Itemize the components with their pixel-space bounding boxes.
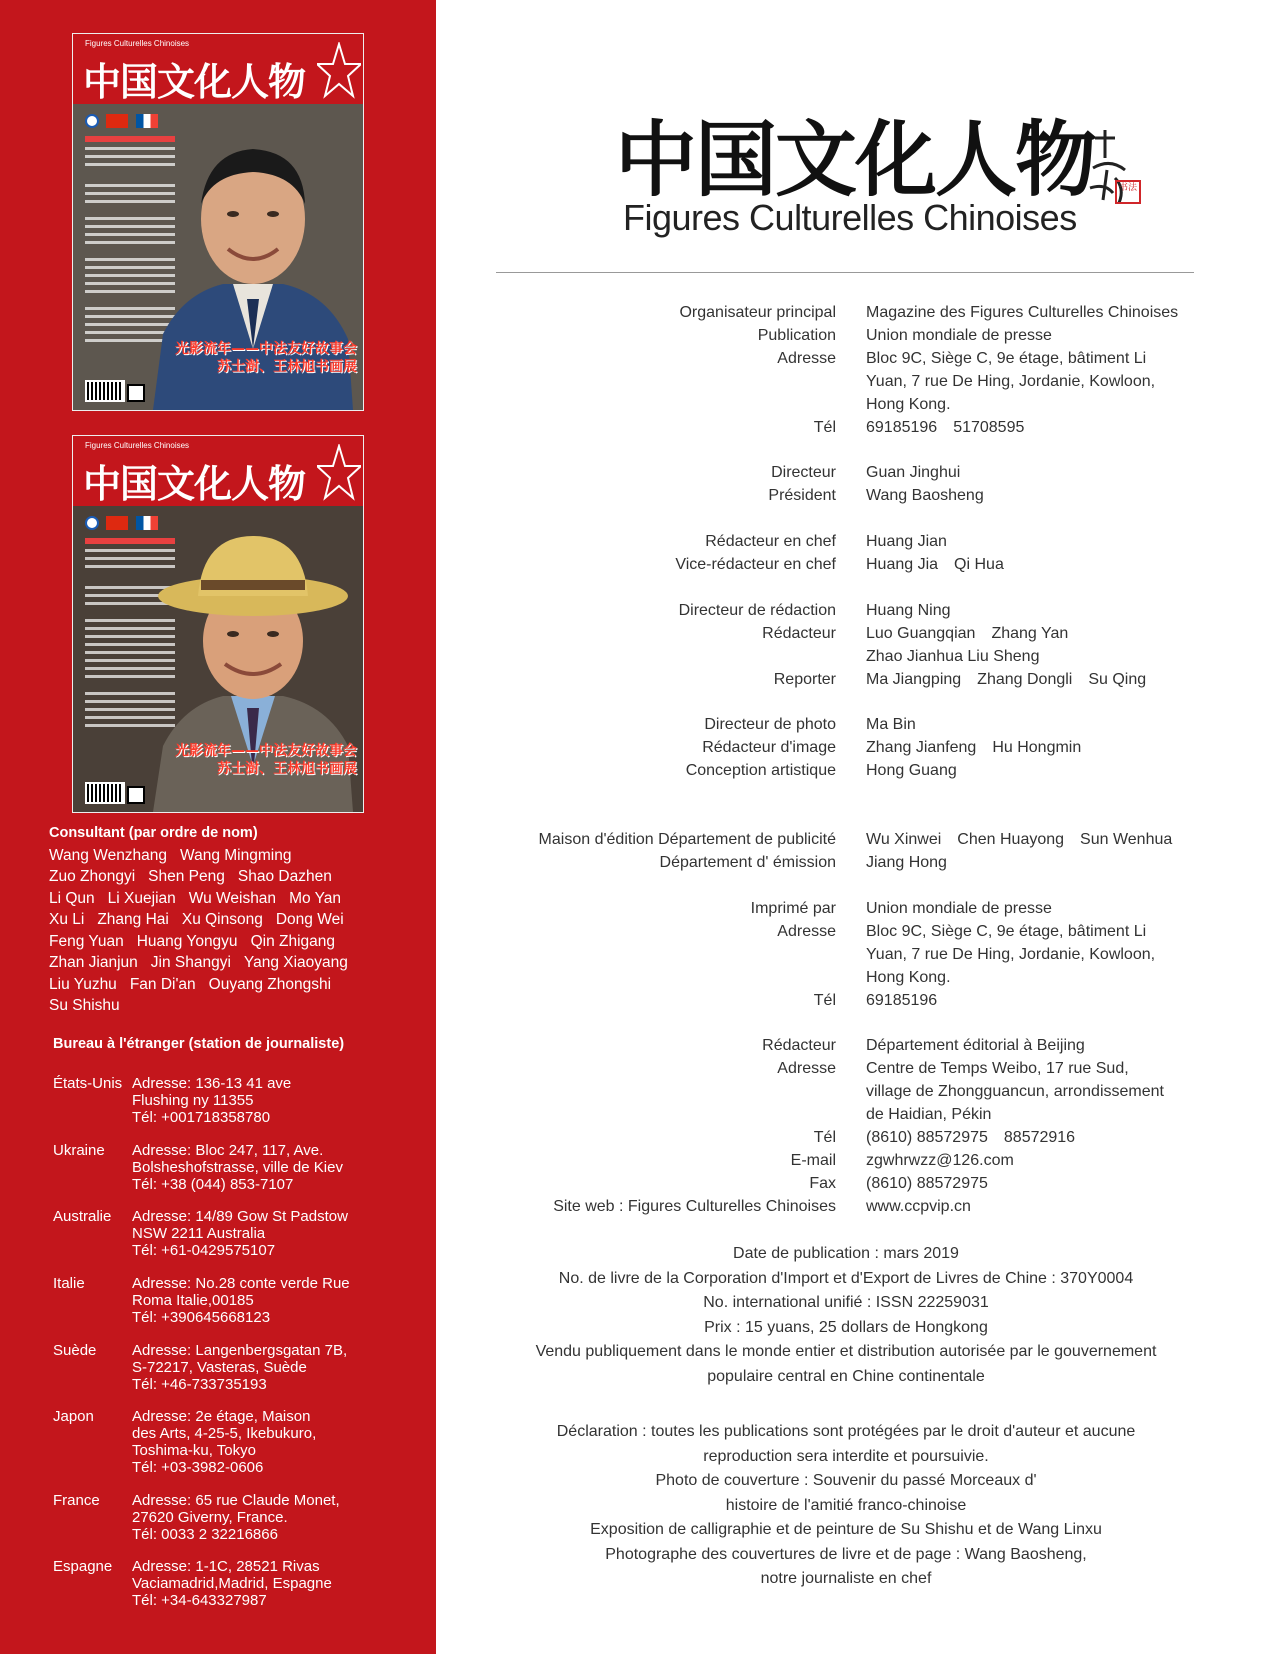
consultant-name: Zhang Hai (97, 911, 169, 928)
credit-label: Site web : Figures Culturelles Chinoises (553, 1198, 836, 1215)
credit-name: Huang Ning (866, 602, 951, 619)
credit-value-continued: Hong Kong. (866, 396, 951, 413)
credit-label: Conception artistique (685, 762, 836, 779)
credit-name: Zhang Yan (991, 625, 1069, 642)
magazine-cover-2[interactable] (72, 435, 364, 813)
credit-name: Huang Jian (866, 533, 947, 550)
magazine-cover-1[interactable] (72, 33, 364, 411)
france-flag-icon (136, 516, 158, 530)
credit-name: Sun Wenhua (1080, 831, 1173, 848)
consultant-name: Dong Wei (275, 911, 344, 928)
credit-name: Département éditorial à Beijing (866, 1037, 1085, 1054)
credit-label: Rédacteur (762, 625, 836, 642)
qr-code-icon (127, 384, 145, 402)
bureau-line: S-72217, Vasteras, Suède (132, 1359, 307, 1376)
credit-value (866, 1195, 987, 1218)
bureau-line: Tél: +46-733735193 (132, 1376, 267, 1393)
consultant-name: Jin Shangyi (150, 954, 231, 971)
credit-label: Président (768, 487, 836, 504)
credit-value-continued: Yuan, 7 rue De Hing, Jordanie, Kowloon, (866, 946, 1156, 963)
cover-masthead (73, 436, 363, 506)
declaration-line: reproduction sera interdite et poursuivie. (703, 1447, 989, 1465)
consultant-name: Wu Weishan (188, 889, 277, 907)
credit-label: Publication (757, 327, 836, 344)
credit-name: Magazine des Figures Culturelles Chinoises (866, 304, 1179, 321)
bureau-line: 27620 Giverny, France. (132, 1509, 288, 1526)
credit-name: Zhang Dongli (977, 671, 1073, 688)
consultant-row (49, 845, 389, 867)
bureau-country: Suède (53, 1342, 97, 1359)
bureau-details (132, 1075, 383, 1126)
consultant-name: Qin Zhigang (250, 932, 336, 950)
credit-value (866, 1126, 1091, 1149)
declaration-line: Exposition de calligraphie et de peinture de Su Shishu et de Wang Linxu (590, 1521, 1102, 1538)
credit-label: Imprimé par (750, 900, 836, 917)
credit-label: Reporter (773, 671, 836, 688)
bureau-country: Ukraine (53, 1142, 105, 1159)
credit-name: Wu Xinwei (866, 831, 942, 848)
china-flag-icon (106, 114, 128, 128)
credit-value (866, 1034, 1101, 1057)
cover-masthead (73, 34, 363, 104)
publication-line: Date de publication : mars 2019 (733, 1245, 959, 1262)
credit-name: Centre de Temps Weibo, 17 rue Sud, (866, 1060, 1129, 1077)
consultant-row (49, 931, 389, 953)
consultant-row (49, 866, 389, 888)
bureau-line: Adresse: Bloc 247, 117, Ave. (132, 1142, 324, 1159)
header-divider (496, 272, 1194, 273)
credit-value (866, 828, 1188, 851)
credit-name: 88572916 (1003, 1129, 1076, 1146)
credit-label: Tél (813, 992, 836, 1009)
credit-value-continued: de Haidian, Pékin (866, 1106, 992, 1123)
credit-value (866, 324, 1068, 347)
consultant-name: Xu Li (49, 911, 85, 928)
declaration-line: histoire de l'amitié franco-chinoise (725, 1496, 967, 1514)
consultant-name: Huang Yongyu (136, 932, 238, 950)
cover-photo (73, 104, 363, 410)
credit-value (866, 920, 1162, 943)
bureau-line: NSW 2211 Australia (132, 1225, 266, 1242)
consultant-name: Mo Yan (289, 889, 342, 907)
cover-flags (85, 112, 161, 130)
credit-name: Ma Bin (866, 716, 916, 733)
declaration-line: Déclaration : toutes les publications sont protégées par le droit d'auteur et aucune (556, 1423, 1136, 1440)
credit-value-continued: Yuan, 7 rue De Hing, Jordanie, Kowloon, (866, 373, 1156, 390)
credit-label: Tél (813, 1129, 836, 1146)
consultant-name: Wang Mingming (180, 846, 292, 864)
bureau-country: Australie (53, 1208, 112, 1225)
bureau-title: Bureau à l'étranger (station de journaliste) (53, 1036, 345, 1052)
bureau-line: Adresse: 136-13 41 ave (132, 1075, 292, 1092)
consultant-name: Shao Dazhen (237, 868, 332, 885)
credit-name: (8610) 88572975 (866, 1129, 988, 1146)
credit-value (866, 530, 963, 553)
credit-name: Jiang Hong (866, 854, 947, 871)
credit-label: Maison d'édition Département de publicité (538, 831, 836, 848)
bureau-details (132, 1558, 383, 1609)
consultant-title: Consultant (par ordre de nom) (49, 825, 258, 841)
credit-name: Huang Jia (866, 556, 939, 573)
credit-name: Hu Hongmin (992, 739, 1082, 756)
credit-label: Directeur (771, 464, 836, 481)
credit-value (866, 736, 1097, 759)
star-icon (317, 42, 361, 100)
bureau-line: des Arts, 4-25-5, Ikebukuro, (132, 1425, 317, 1442)
credit-name: Ma Jiangping (866, 671, 962, 688)
credit-value-continued: village de Zhongguancun, arrondissement (866, 1083, 1164, 1100)
bureau-line: Adresse: No.28 conte verde Rue (132, 1275, 350, 1292)
credit-label: Rédacteur en chef (705, 533, 836, 550)
credit-name: Union mondiale de presse (866, 900, 1052, 917)
cover-masthead-title: 中国文化人物 (83, 461, 306, 506)
credit-name: Chen Huayong (957, 831, 1065, 848)
credit-value (866, 599, 967, 622)
credit-name: Hong Guang (866, 762, 957, 779)
credit-label: Directeur de rédaction (678, 602, 836, 619)
credit-label: Adresse (777, 350, 836, 367)
credit-value (866, 622, 1084, 645)
credit-value (866, 989, 953, 1012)
france-flag-icon (136, 114, 158, 128)
bureau-country: Espagne (53, 1558, 113, 1575)
seal-stamp: 书法 (1115, 180, 1141, 204)
bureau-line: Tél: +38 (044) 853-7107 (132, 1176, 294, 1193)
bureau-line: Bolsheshofstrasse, ville de Kiev (132, 1159, 343, 1176)
consultant-row (49, 909, 389, 931)
credit-value (866, 759, 973, 782)
credit-name: Bloc 9C, Siège C, 9e étage, bâtiment Li (866, 923, 1147, 940)
bureau-line: Toshima-ku, Tokyo (132, 1442, 256, 1459)
publication-line: Prix : 15 yuans, 25 dollars de Hongkong (704, 1318, 988, 1336)
credit-label: Adresse (777, 1060, 836, 1077)
credit-name: Zhang Jianfeng (866, 739, 977, 756)
bureau-line: Roma Italie,00185 (132, 1292, 254, 1309)
credit-value-continued: Zhao Jianhua Liu Sheng (866, 648, 1040, 665)
credit-label: Vice-rédacteur en chef (675, 556, 836, 573)
bureau-details (132, 1142, 383, 1193)
credit-value (866, 668, 1162, 691)
bureau-details (132, 1408, 383, 1476)
cover-masthead-small: Figures Culturelles Chinoises (85, 441, 190, 450)
consultant-name: Shen Peng (148, 868, 225, 885)
bureau-line: Vaciamadrid,Madrid, Espagne (132, 1575, 332, 1592)
barcode-icon (85, 782, 125, 804)
consultant-name: Fan Di'an (129, 975, 196, 993)
credit-value (866, 713, 932, 736)
qr-code-icon (127, 786, 145, 804)
declaration-line: Photo de couverture : Souvenir du passé Morceaux d' (655, 1472, 1037, 1489)
credit-name: Luo Guangqian (866, 625, 976, 642)
credit-label: Fax (809, 1175, 836, 1192)
left-sidebar (0, 0, 436, 1654)
bureau-line: Tél: +61-0429575107 (132, 1242, 276, 1259)
credit-label: Adresse (777, 923, 836, 940)
credit-name: Guan Jinghui (866, 464, 961, 481)
credit-value-continued: Hong Kong. (866, 969, 951, 986)
credit-value (866, 461, 976, 484)
consultant-list (49, 823, 389, 1017)
bureau-country: Italie (53, 1275, 85, 1292)
publication-line: No. international unifié : ISSN 22259031 (703, 1294, 989, 1311)
consultant-name: Wang Wenzhang (49, 846, 168, 864)
consultant-name: Li Xuejian (107, 889, 176, 907)
consultant-name: Zhan Jianjun (49, 954, 138, 971)
credit-label: Rédacteur d'image (702, 739, 836, 756)
bureau-country: États-Unis (53, 1075, 123, 1092)
bureau-line: Adresse: Langenbergsgatan 7B, (132, 1342, 348, 1359)
consultant-name: Li Qun (49, 889, 95, 907)
bureau-country: Japon (53, 1408, 94, 1425)
credit-label: Rédacteur (762, 1037, 836, 1054)
consultant-row (49, 995, 389, 1017)
credit-name: Qi Hua (954, 556, 1004, 573)
credit-name: Su Qing (1088, 671, 1147, 688)
credit-label: E-mail (790, 1152, 836, 1169)
credit-name: 69185196 (866, 419, 938, 436)
credit-label: Département d' émission (659, 854, 836, 871)
bureau-line: Tél: +03-3982-0606 (132, 1459, 264, 1476)
consultant-name: Zuo Zhongyi (49, 868, 136, 885)
credit-name: Bloc 9C, Siège C, 9e étage, bâtiment Li (866, 350, 1147, 367)
credit-value (866, 851, 963, 874)
cover-caption: 光影流年——中法友好故事会 苏士澍、王林旭书画展 (175, 743, 357, 777)
publication-line: No. de livre de la Corporation d'Import et d'Export de Livres de Chine : 370Y0004 (558, 1269, 1134, 1287)
organization-logo-icon (85, 114, 99, 128)
credit-name: 51708595 (953, 419, 1025, 436)
credit-value (866, 897, 1068, 920)
consultant-name: Xu Qinsong (181, 911, 263, 928)
cover-caption: 光影流年——中法友好故事会 苏士澍、王林旭书画展 (175, 341, 357, 375)
bureau-details (132, 1275, 383, 1326)
bureau-line: Adresse: 14/89 Gow St Padstow (132, 1208, 348, 1225)
credit-value (866, 416, 1040, 439)
consultant-name: Feng Yuan (49, 932, 124, 950)
cover-masthead-title: 中国文化人物 (83, 59, 306, 104)
credit-name: Union mondiale de presse (866, 327, 1052, 344)
consultant-row (49, 952, 389, 974)
bureau-line: Adresse: 65 rue Claude Monet, (132, 1492, 340, 1509)
credit-value (866, 1172, 1004, 1195)
consultant-name: Ouyang Zhongshi (208, 975, 332, 993)
bureau-details (132, 1342, 383, 1393)
credit-name: (8610) 88572975 (866, 1175, 988, 1192)
bureau-line: Flushing ny 11355 (132, 1092, 254, 1109)
credit-value (866, 1149, 1030, 1172)
credit-label: Organisateur principal (679, 304, 836, 321)
consultant-name: Liu Yuzhu (49, 975, 117, 993)
credit-value (866, 347, 1162, 370)
credit-name: Wang Baosheng (866, 487, 984, 504)
masthead-subtitle: Figures Culturelles Chinoises (623, 197, 1077, 238)
bureau-line: Tél: +001718358780 (132, 1109, 271, 1126)
credit-value (866, 484, 1000, 507)
consultant-row (49, 888, 389, 910)
credit-value (866, 1057, 1145, 1080)
publication-line: populaire central en Chine continentale (707, 1367, 985, 1385)
cover-flags (85, 514, 161, 532)
cover-photo (73, 506, 363, 812)
credit-name: zgwhrwzz@126.com (866, 1152, 1014, 1169)
barcode-icon (85, 380, 125, 402)
consultant-name: Su Shishu (49, 997, 120, 1014)
credit-name: 69185196 (866, 992, 938, 1009)
declaration-line: Photographe des couvertures de livre et de page : Wang Baosheng, (605, 1545, 1087, 1563)
bureau-line: Tél: 0033 2 32216866 (132, 1526, 278, 1543)
bureau-details (132, 1492, 383, 1543)
bureau-line: Adresse: 2e étage, Maison (132, 1408, 311, 1425)
bureau-line: Tél: +390645668123 (132, 1309, 271, 1326)
bureau-line: Tél: +34-643327987 (132, 1592, 267, 1609)
credit-value (866, 553, 1020, 576)
credit-label: Tél (813, 419, 836, 436)
china-flag-icon (106, 516, 128, 530)
organization-logo-icon (85, 516, 99, 530)
star-icon (317, 444, 361, 502)
bureau-details (132, 1208, 383, 1259)
bureau-line: Adresse: 1-1C, 28521 Rivas (132, 1558, 320, 1575)
cover-masthead-small: Figures Culturelles Chinoises (85, 39, 190, 48)
publication-line: Vendu publiquement dans le monde entier et distribution autorisée par le gouvernement (535, 1343, 1157, 1360)
bureau-country: France (53, 1492, 100, 1509)
publication-info (496, 1242, 1196, 1389)
credit-name: www.ccpvip.cn (866, 1198, 971, 1215)
declaration (496, 1420, 1196, 1592)
masthead-title: 中国文化人物 (615, 112, 1096, 208)
declaration-line: notre journaliste en chef (760, 1570, 932, 1587)
credit-label: Directeur de photo (704, 716, 836, 733)
credit-value (866, 301, 1194, 324)
consultant-name: Yang Xiaoyang (243, 954, 348, 971)
consultant-row (49, 974, 389, 996)
